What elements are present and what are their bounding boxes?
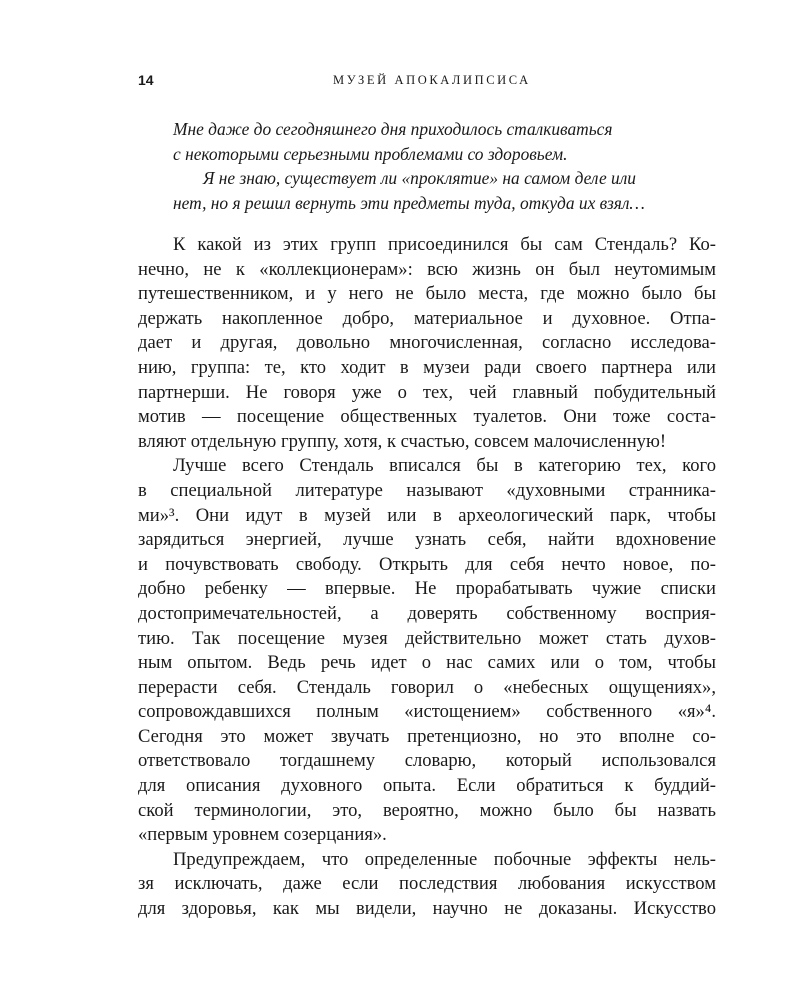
epigraph-quote	[173, 117, 718, 215]
text-line: для описания духовного опыта. Если обратиться к буддий-	[138, 775, 716, 797]
text-line: ответствовало тогдашнему словарю, который использовался	[138, 750, 716, 772]
text-line: перерасти себя. Стендаль говорил о «небесных ощущениях»,	[138, 676, 716, 698]
text-line: путешественником, и у него не было места, где можно было бы	[138, 283, 716, 305]
paragraph-spiritual-wanderers	[138, 454, 716, 848]
text-line: партнерши. Не говоря уже о тех, чей главный побудительный	[138, 381, 716, 403]
text-line: в специальной литературе называют «духовными странника-	[138, 479, 716, 501]
paragraph-stendhal-groups	[138, 233, 716, 454]
running-head	[138, 72, 716, 92]
text-line: ми»³. Они идут в музей или в археологический парк, чтобы	[138, 504, 716, 526]
text-line: Сегодня это может звучать претенциозно, но это вполне со-	[138, 725, 716, 747]
text-line: достопримечательностей, а доверять собственному восприя-	[138, 602, 716, 624]
text-line: ской терминологии, это, вероятно, можно было бы назвать	[138, 799, 716, 821]
text-line: «первым уровнем созерцания».	[138, 824, 387, 846]
paragraph-side-effects	[138, 848, 716, 922]
epigraph-line: Я не знаю, существует ли «проклятие» на самом деле или	[203, 168, 636, 188]
text-line: тию. Так посещение музея действительно может стать духов-	[138, 627, 716, 649]
text-line: Лучше всего Стендаль вписался бы в категорию тех, кого	[173, 455, 716, 477]
text-line: ным опытом. Ведь речь идет о нас самих или о том, чтобы	[138, 652, 716, 674]
text-line: сопровождавшихся полным «истощением» собственного «я»⁴.	[138, 701, 716, 723]
text-line: Предупреждаем, что определенные побочные эффекты нель-	[173, 848, 716, 870]
text-line: зя исключать, даже если последствия любования искусством	[138, 873, 716, 895]
text-line: К какой из этих групп присоединился бы сам Стендаль? Ко-	[173, 234, 716, 255]
body-text	[138, 233, 716, 922]
book-page	[138, 0, 716, 1000]
book-title: МУЗЕЙ АПОКАЛИПСИСА	[333, 73, 531, 87]
epigraph-line: Мне даже до сегодняшнего дня приходилось сталкиваться	[173, 119, 613, 139]
text-line: держать накопленное добро, материальное и духовное. Отпа-	[138, 307, 716, 329]
text-line: дает и другая, довольно многочисленная, согласно исследова-	[138, 332, 716, 354]
epigraph-line: с некоторыми серьезными проблемами со здоровьем.	[173, 143, 568, 164]
text-line: зарядиться энергией, лучше узнать себя, найти вдохновение	[138, 529, 716, 551]
text-line: добно ребенку — впервые. Не прорабатывать чужие списки	[138, 578, 716, 600]
epigraph-line: нет, но я решил вернуть эти предметы туда, откуда их взял…	[173, 192, 645, 213]
text-line: вляют отдельную группу, хотя, к счастью, совсем малочисленную!	[138, 430, 667, 452]
text-line: нию, группа: те, кто ходит в музеи ради своего партнера или	[138, 356, 716, 378]
text-line: мотив — посещение общественных туалетов. Они тоже соста-	[138, 406, 716, 428]
page-number: 14	[138, 72, 154, 88]
text-line: и почувствовать свободу. Открыть для себя нечто новое, по-	[138, 553, 716, 575]
text-line: для здоровья, как мы видели, научно не доказаны. Искусство	[138, 898, 716, 920]
text-line: нечно, не к «коллекционерам»: всю жизнь он был неутомимым	[138, 258, 716, 280]
